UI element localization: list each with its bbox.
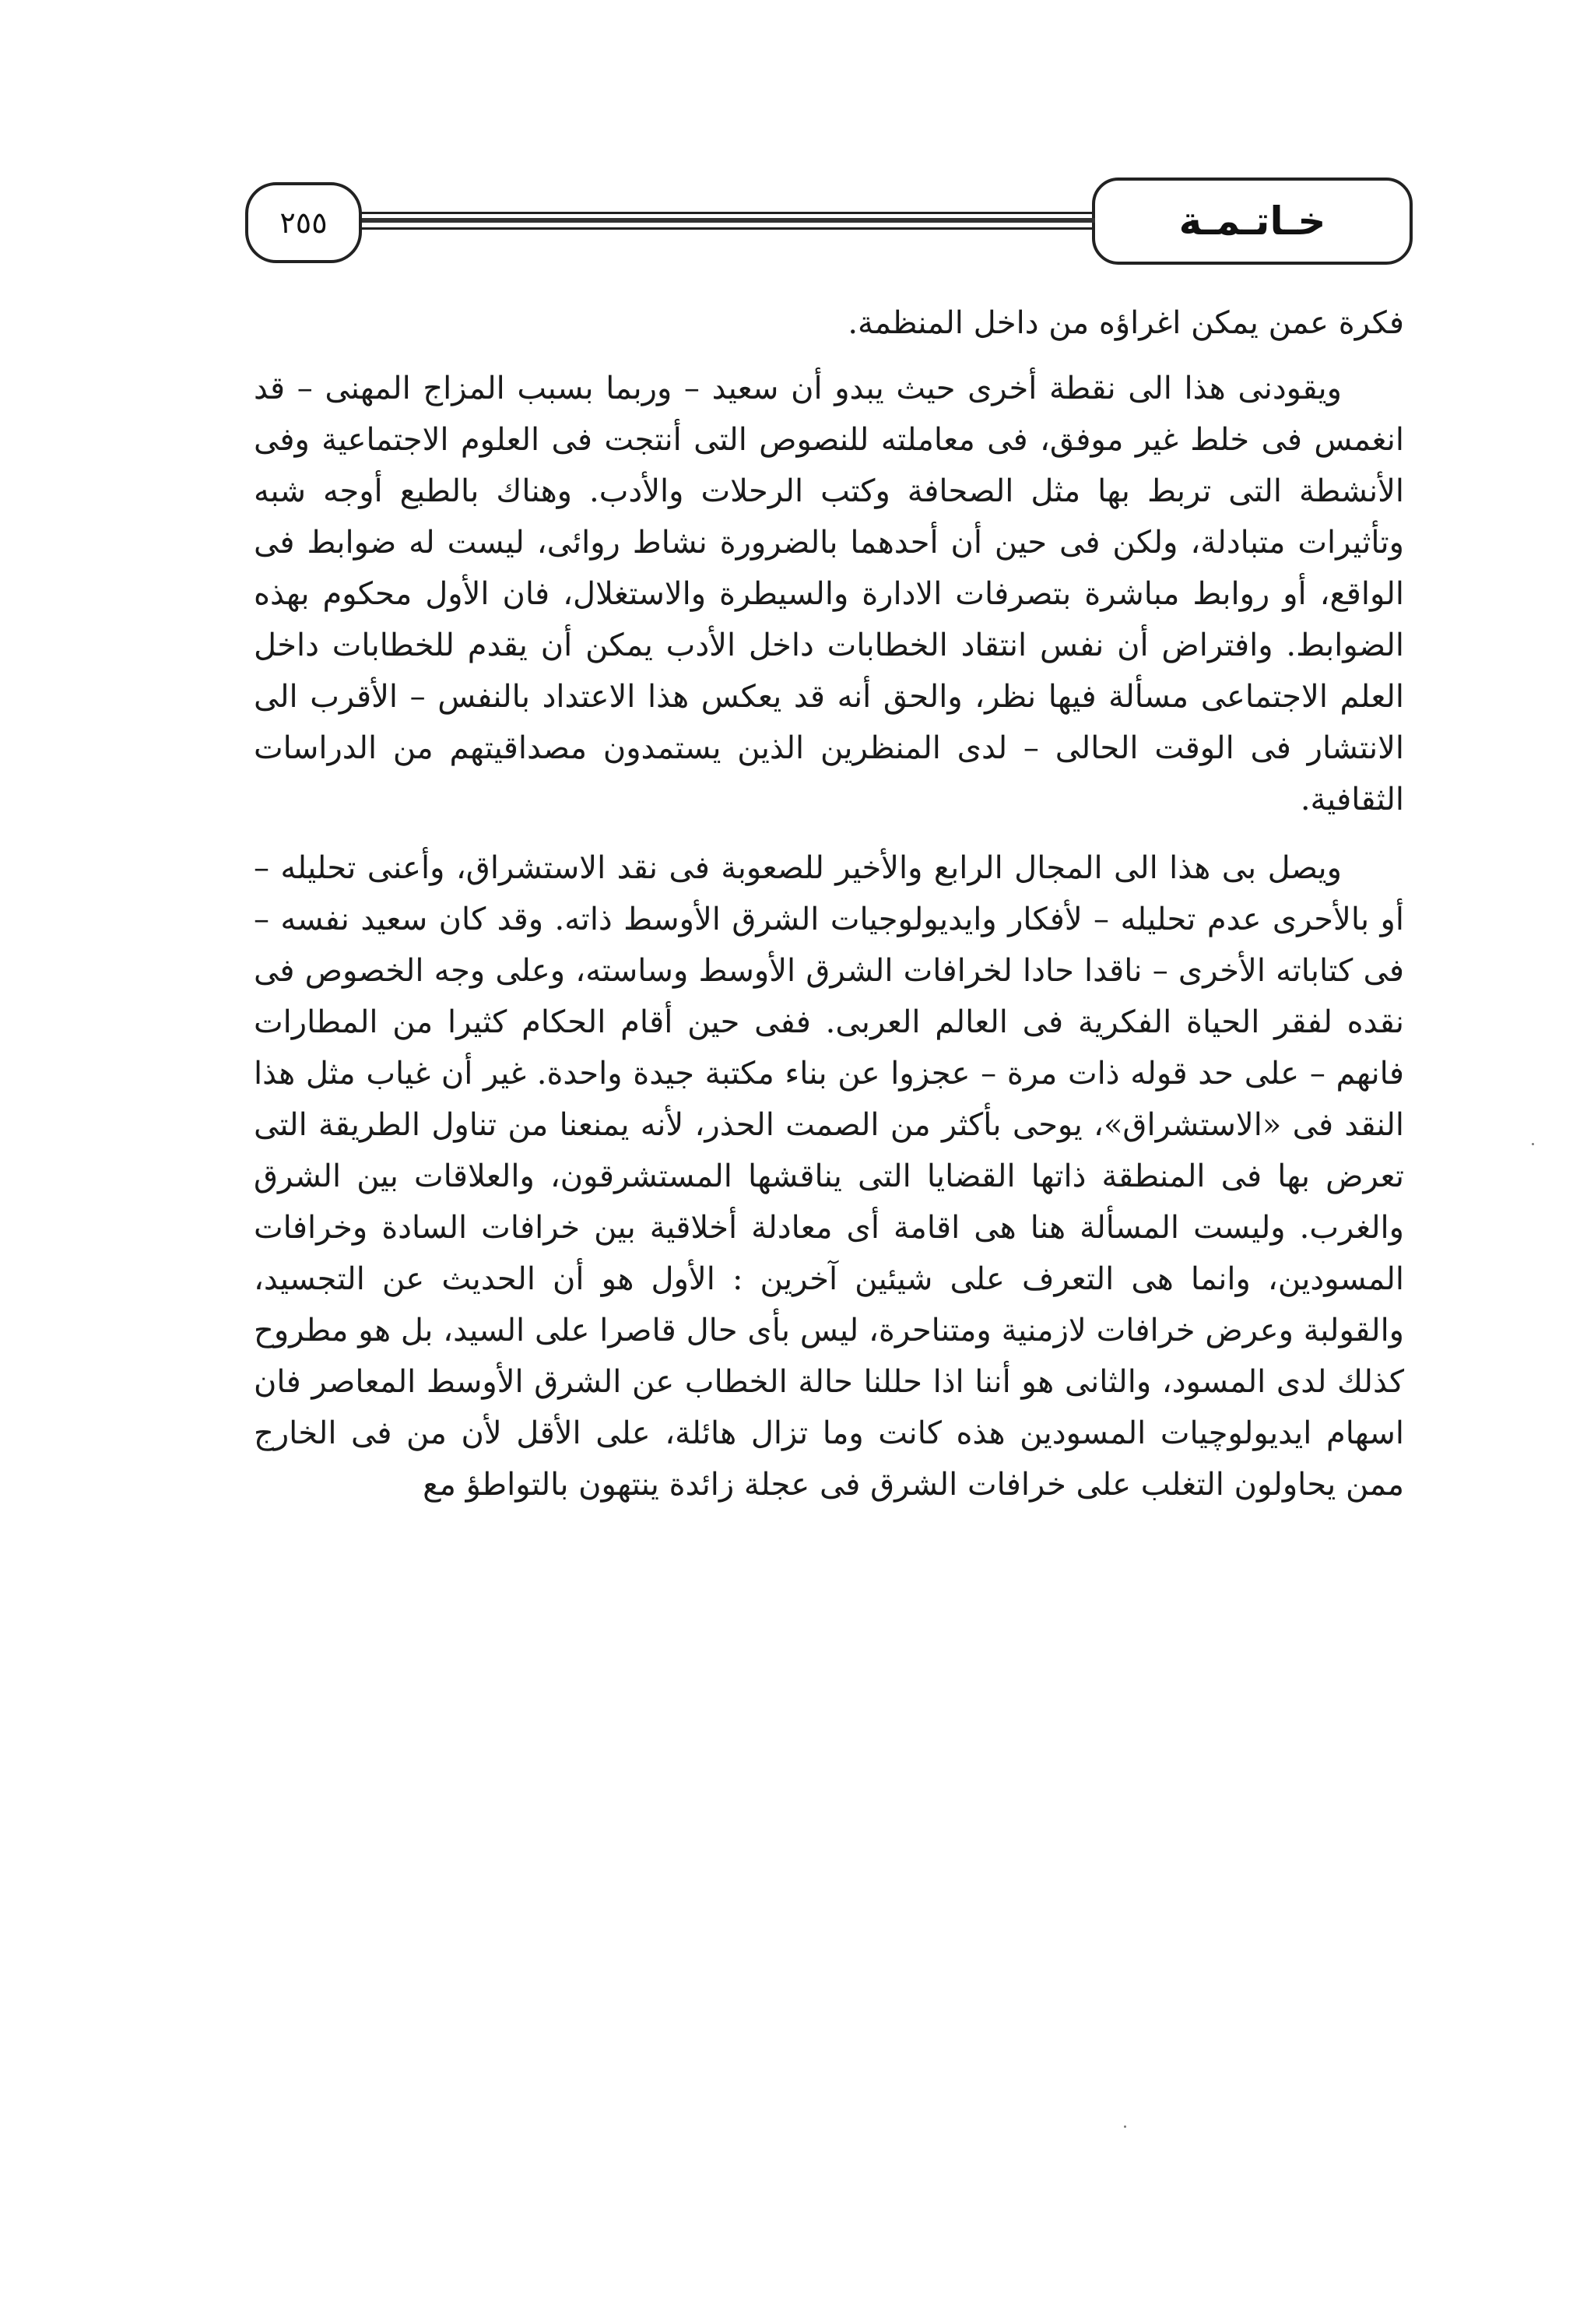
header-rule xyxy=(359,212,1095,232)
header-rule-line xyxy=(359,212,1095,214)
body-text xyxy=(254,297,1404,1528)
paragraph-continuation: فكرة عمن يمكن اغراؤه من داخل المنظمة. xyxy=(848,305,1404,341)
paragraph: ويقودنى هذا الى نقطة أخرى حيث يبدو أن سعيد – وربما بسبب المزاج المهنى – قد انغمس فى خلط غير موفق، فى معاملته للنصوص التى أنتجت فى العلوم الاجتماعية وفى الأنشطة التى تربط بها مثل الصحافة وكتب الرحلات والأدب. وهناك بالطبع أوجه شبه وتأثيرات متبادلة، ولكن فى حين أن أحدهما بالضرورة نشاط روائى، ليست له ضوابط فى الواقع، أو روابط مباشرة بتصرفات الادارة والسيطرة والاستغلال، فان الأول محكوم بهذه الضوابط. وافتراض أن نفس انتقاد الخطابات داخل الأدب يمكن أن يقدم للخطابات داخل العلم الاجتماعى مسألة فيها نظر، والحق أنه قد يعكس هذا الاعتداد بالنفس – الأقرب الى الانتشار فى الوقت الحالى – لدى المنظرين الذين يستمدون مصداقيتهم من الدراسات الثقافية. xyxy=(254,371,1404,817)
chapter-title-frame xyxy=(1092,178,1413,265)
page-number: ٢٥٥ xyxy=(279,206,328,240)
chapter-title: خـاتـمـة xyxy=(1178,199,1326,244)
scan-speck xyxy=(1124,2125,1126,2128)
header-rule-line xyxy=(359,218,1095,223)
scan-speck xyxy=(1532,1143,1534,1145)
paragraph: ويصل بى هذا الى المجال الرابع والأخير للصعوبة فى نقد الاستشراق، وأعنى تحليله – أو بالأحرى عدم تحليله – لأفكار وايديولوجيات الشرق الأوسط ذاته. وقد كان سعيد نفسه – فى كتاباته الأخرى – ناقدا حادا لخرافات الشرق الأوسط وساسته، وعلى وجه الخصوص فى نقده لفقر الحياة الفكرية فى العالم العربى. ففى حين أقام الحكام كثيرا من المطارات فانهم – على حد قوله ذات مرة – عجزوا عن بناء مكتبة جيدة واحدة. غير أن غياب مثل هذا النقد فى «الاستشراق»، يوحى بأكثر من الصمت الحذر، لأنه يمنعنا من تناول الطريقة التى تعرض بها فى المنطقة ذاتها القضايا التى يناقشها المستشرقون، والعلاقات بين الشرق والغرب. وليست المسألة هنا هى اقامة أى معادلة أخلاقية بين خرافات السادة وخرافات المسودين، وانما هى التعرف على شيئين آخرين : الأول هو أن الحديث عن التجسيد، والقولبة وعرض خرافات لازمنية ومتناحرة، ليس بأى حال قاصرا على السيد، بل هو مطروح كذلك لدى المسود، والثانى هو أننا اذا حللنا حالة الخطاب عن الشرق الأوسط المعاصر فان اسهام ايديولوچيات المسودين هذه كانت وما تزال هائلة، على الأقل لأن من فى الخارج ممن يحاولون التغلب على خرافات الشرق فى عجلة زائدة ينتهون بالتواطؤ مع xyxy=(254,850,1404,1503)
header-rule-line xyxy=(359,227,1095,230)
page-number-frame xyxy=(245,182,362,263)
running-header xyxy=(245,178,1413,269)
